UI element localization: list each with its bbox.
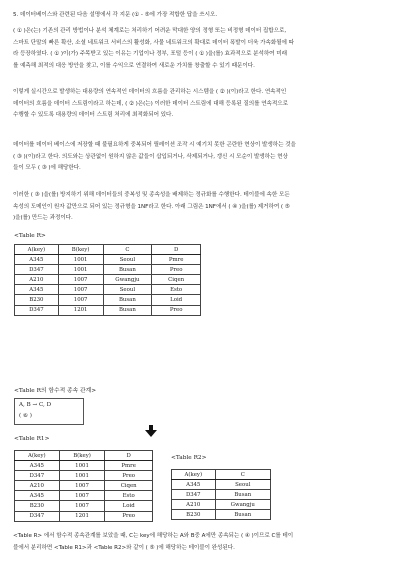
fd-box	[14, 398, 84, 425]
column-header: A(key)	[15, 451, 60, 461]
table-cell: D347	[15, 511, 60, 521]
table-cell: A345	[15, 491, 60, 501]
table-cell: 1001	[59, 471, 105, 481]
table-cell: B230	[172, 510, 216, 520]
table-r1-label: <Table R1>	[14, 436, 50, 442]
column-header: C	[215, 470, 270, 480]
table-cell: A345	[15, 461, 60, 471]
table-cell: A345	[172, 480, 216, 490]
table-cell: Ciqen	[152, 275, 201, 285]
table-cell: B230	[15, 295, 59, 305]
table-cell: Preo	[105, 471, 153, 481]
table-cell: Loid	[152, 295, 201, 305]
table-cell: 1007	[59, 481, 105, 491]
table-cell: Preo	[105, 511, 153, 521]
table-header-row	[15, 245, 201, 255]
paragraph-3-line: 들이 모두 ( ③ )에 해당한다.	[13, 165, 81, 172]
down-arrow-icon	[145, 425, 157, 437]
table-row	[15, 265, 201, 275]
table-row	[172, 490, 271, 500]
table-cell: 1007	[58, 285, 103, 295]
table-cell: A345	[15, 255, 59, 265]
table-row	[15, 295, 201, 305]
table-row	[15, 481, 153, 491]
table-cell: D347	[15, 265, 59, 275]
table-cell: Seoul	[103, 255, 152, 265]
table-cell: D347	[15, 471, 60, 481]
table-cell: Seoul	[103, 285, 152, 295]
paragraph-4-line: )을(를) 만드는 과정이다.	[13, 215, 73, 222]
fd-label: <Table R의 함수적 종속 관계>	[14, 388, 97, 394]
table-cell: Busan	[103, 305, 152, 315]
table-cell: Preo	[152, 265, 201, 275]
paragraph-2	[13, 87, 391, 122]
table-cell: A210	[15, 275, 59, 285]
table-cell: D347	[172, 490, 216, 500]
column-header: A(key)	[172, 470, 216, 480]
table-cell: 1001	[58, 255, 103, 265]
column-header: B(key)	[59, 451, 105, 461]
table-cell: D347	[15, 305, 59, 315]
paragraph-2-line: 수행할 수 있도록 대용량의 데이터 스트림 처리에 최적화되어 있다.	[13, 112, 174, 119]
paragraph-2-line: 데이터의 흐름을 데이터 스트림이라고 하는데, ( ② )은(는) 이러한 데이터 스트림에 대해 등록된 질의를 연속적으로	[13, 100, 288, 107]
table-row	[15, 491, 153, 501]
table-cell: Loid	[105, 501, 153, 511]
table-row	[15, 471, 153, 481]
paragraph-1-line: 를 예측해 최적의 대응 방안을 찾고, 이를 수익으로 연결하여 새로운 가치를 창출할 수 있기 때문이다.	[13, 62, 255, 69]
table-cell: 1201	[58, 305, 103, 315]
table-cell: Gwangju	[215, 500, 270, 510]
table-r2-label: <Table R2>	[171, 455, 207, 461]
table-header-row	[172, 470, 271, 480]
table-cell: A210	[15, 481, 60, 491]
paragraph-5	[13, 531, 391, 554]
table-cell: Pmre	[105, 461, 153, 471]
paragraph-4-line: 이러한 ( ③ )을(를) 방지하기 위해 데이터들의 중복성 및 종속성을 배제하는 정규화를 수행한다. 테이블에 속한 모든	[13, 192, 290, 198]
table-r1	[14, 450, 153, 522]
column-header: B(key)	[58, 245, 103, 255]
paragraph-1	[13, 26, 391, 72]
fd-line-2: ( ⑥ )	[19, 413, 32, 419]
table-row	[15, 305, 201, 315]
table-cell: 1007	[58, 275, 103, 285]
table-cell: A345	[15, 285, 59, 295]
table-cell: Busan	[215, 510, 270, 520]
table-cell: 1001	[59, 461, 105, 471]
column-header: D	[152, 245, 201, 255]
table-row	[172, 510, 271, 520]
table-row	[15, 275, 201, 285]
fd-line-1: A, B → C, D	[19, 402, 52, 408]
table-cell: B230	[15, 501, 60, 511]
paragraph-3-line: 데이터를 데이터 베이스에 저장할 때 불필요하게 중복되어 릴레이션 조작 시 예기치 못한 곤란한 현상이 발생하는 것을	[13, 142, 296, 148]
table-row	[15, 511, 153, 521]
table-cell: Busan	[103, 265, 152, 275]
paragraph-5-line: <Table R> 에서 함수적 종속관계를 보았을 때, C는 key에 해당하는 A와 B중 A에만 종속되는 ( ④ )이므로 C를 테이	[13, 533, 294, 539]
table-r2	[171, 469, 271, 520]
table-cell: 1007	[59, 491, 105, 501]
column-header: D	[105, 451, 153, 461]
paragraph-1-line: 라 등장하였다. ( ① )이(가) 주목받고 있는 이유는 기업이나 정부, 포털 등이 ( ① )을(를) 효과적으로 분석하여 미래	[13, 51, 287, 58]
table-cell: A210	[172, 500, 216, 510]
paragraph-3-line: ( ③ )(이)라고 한다. 의도와는 상관없이 원하지 않은 값들이 삽입되거나, 삭제되거나, 갱신 시 모순이 발생하는 현상	[13, 153, 288, 160]
paragraph-5-line: 블에서 분리하면 <Table R1>과 <Table R2>와 같이 ( ⑤ )에 해당하는 테이블이 완성된다.	[13, 544, 235, 551]
table-cell: Gwangju	[103, 275, 152, 285]
paragraph-1-line: ( ① )은(는) 기존의 관리 방법이나 분석 체계로는 처리하기 어려운 막대한 양의 정형 또는 비정형 데이터 집합으로,	[13, 28, 287, 34]
table-cell: Pmre	[152, 255, 201, 265]
table-row	[15, 501, 153, 511]
table-cell: Seoul	[215, 480, 270, 490]
table-cell: 1001	[58, 265, 103, 275]
paragraph-4	[13, 190, 391, 225]
table-cell: 1007	[59, 501, 105, 511]
table-cell: Busan	[103, 295, 152, 305]
table-row	[172, 500, 271, 510]
table-cell: Ciqen	[105, 481, 153, 491]
paragraph-2-line: 이렇게 실시간으로 발생하는 대용량의 연속적인 데이터의 흐름을 관리하는 시스템을 ( ② )(이)라고 한다. 연속적인	[13, 89, 287, 95]
question-title: 5. 데이터베이스와 관련된 다음 설명에서 각 지문 (① - ⑤에 가장 적합한 답을 쓰시오.	[13, 12, 218, 18]
table-row	[172, 480, 271, 490]
paragraph-1-line: 스마트 단말의 빠른 확산, 소셜 네트워크 서비스의 활성화, 사물 네트워크의 확대로 데이터 폭발이 더욱 가속화될에 따	[13, 39, 294, 46]
table-cell: 1201	[59, 511, 105, 521]
table-cell: Busan	[215, 490, 270, 500]
table-r	[14, 244, 201, 316]
table-cell: Esto	[105, 491, 153, 501]
column-header: A(key)	[15, 245, 59, 255]
table-row	[15, 461, 153, 471]
column-header: C	[103, 245, 152, 255]
paragraph-3	[13, 140, 391, 175]
table-cell: Preo	[152, 305, 201, 315]
table-cell: Esto	[152, 285, 201, 295]
table-row	[15, 285, 201, 295]
table-r-label: <Table R>	[14, 233, 46, 239]
table-header-row	[15, 451, 153, 461]
paragraph-4-line: 속성의 도메인이 원자 값만으로 되어 있는 정규형을 1NF라고 한다. 아래 그림은 1NF에서 ( ④ )을(를) 제거하여 ( ⑤	[13, 203, 290, 210]
table-row	[15, 255, 201, 265]
table-cell: 1007	[58, 295, 103, 305]
